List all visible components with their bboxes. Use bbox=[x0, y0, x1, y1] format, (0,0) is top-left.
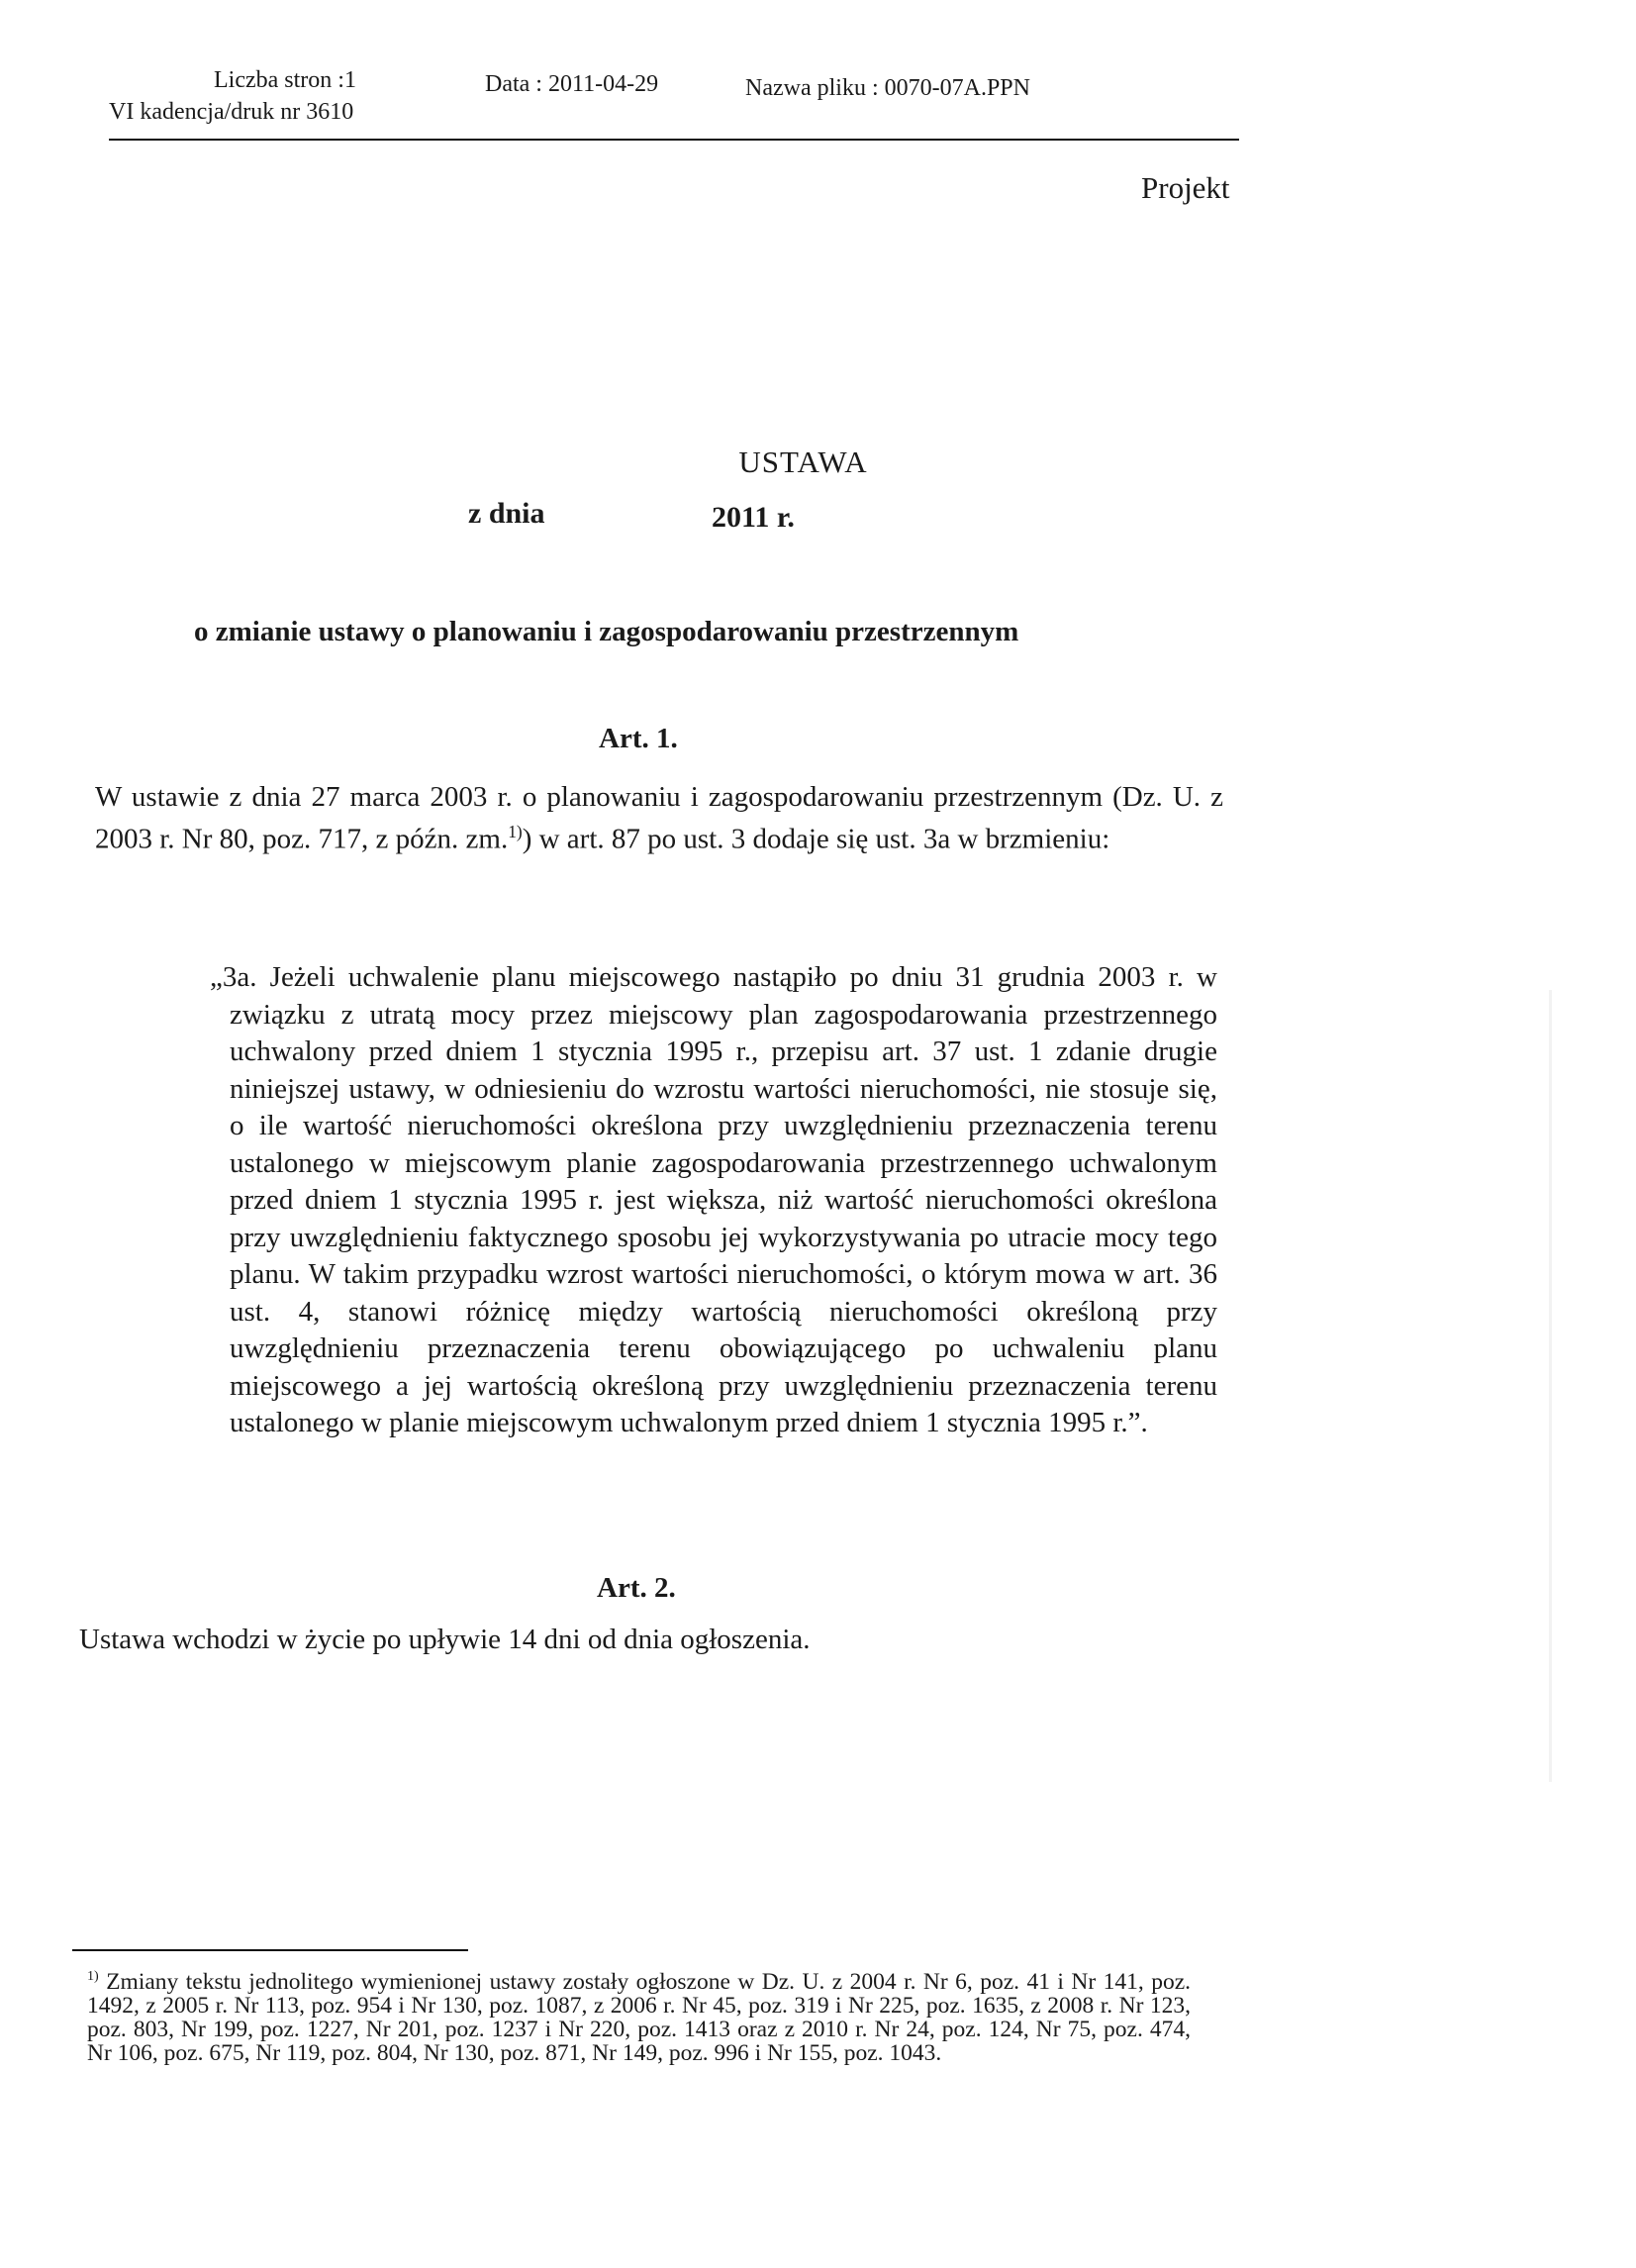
footnote-ref: 1) bbox=[508, 822, 523, 841]
project-label: Projekt bbox=[1141, 170, 1230, 205]
page-count: Liczba stron :1 bbox=[214, 67, 356, 93]
art1-intro bbox=[95, 780, 1223, 857]
year-label: 2011 r. bbox=[712, 501, 795, 534]
provision-3a-text: „3a. Jeżeli uchwalenie planu miejscowego nastąpiło po dniu 31 grudnia 2003 r. w związku z utratą mocy przez miejscowy plan zagospodarowania przestrzennego uchwalony przed dniem 1 stycznia 1995 r., przepisu art. 37 ust. 1 zdanie drugie niniejszej ustawy, w odniesieniu do wzrostu wartości nieruchomości, nie stosuje się, o ile wartość nieruchomości określona przy uwzględnieniu przeznaczenia terenu ustalonego w miejscowym planie zagospodarowania przestrzennego uchwalonym przed dniem 1 stycznia 1995 r. jest większa, niż wartość nieruchomości określona przy uwzględnieniu faktycznego sposobu jej wykorzystywania po utracie mocy tego planu. W takim przypadku wzrost wartości nieruchomości, o którym mowa w art. 36 ust. 4, stanowi różnicę między wartością nieruchomości określoną przy uwzględnieniu przeznaczenia terenu obowiązującego po uchwaleniu planu miejscowego a jej wartością określoną przy uwzględnieniu przeznaczenia terenu ustalonego w planie miejscowym uchwalonym przed dniem 1 stycznia 1995 r.”. bbox=[210, 961, 1217, 1438]
art1-heading: Art. 1. bbox=[599, 723, 678, 754]
footnote-marker: 1) bbox=[87, 1968, 99, 1984]
footnote-rule bbox=[72, 1949, 468, 1951]
art2-text: Ustawa wchodzi w życie po upływie 14 dni od dnia ogłoszenia. bbox=[79, 1624, 811, 1655]
print-number: VI kadencja/druk nr 3610 bbox=[109, 99, 354, 125]
art1-intro-text-cont: ) w art. 87 po ust. 3 dodaje się ust. 3a w brzmieniu: bbox=[522, 823, 1110, 855]
document-date: Data : 2011-04-29 bbox=[485, 71, 659, 97]
document-title: USTAWA bbox=[738, 444, 868, 479]
header-rule bbox=[109, 139, 1239, 141]
date-label: z dnia bbox=[468, 497, 545, 530]
scan-shadow bbox=[1549, 990, 1552, 1782]
file-name: Nazwa pliku : 0070-07A.PPN bbox=[745, 75, 1030, 101]
art2-heading: Art. 2. bbox=[597, 1572, 676, 1604]
document-subject: o zmianie ustawy o planowaniu i zagospodarowaniu przestrzennym bbox=[194, 616, 1019, 647]
art1-intro-text: W ustawie z dnia 27 marca 2003 r. o planowaniu i zagospodarowaniu przestrzennym (Dz. U. z 2003 r. Nr 80, poz. 717, z późn. zm. bbox=[95, 781, 1223, 855]
footnote-text: Zmiany tekstu jednolitego wymienionej ustawy zostały ogłoszone w Dz. U. z 2004 r. Nr 6, poz. 41 i Nr 141, poz. 1492, z 2005 r. Nr 113, poz. 954 i Nr 130, poz. 1087, z 2006 r. Nr 45, poz. 319 i Nr 225, poz. 1635, z 2008 r. Nr 123, poz. 803, Nr 199, poz. 1227, Nr 201, poz. 1237 i Nr 220, poz. 1413 oraz z 2010 r. Nr 24, poz. 124, Nr 75, poz. 474, Nr 106, poz. 675, Nr 119, poz. 804, Nr 130, poz. 871, Nr 149, poz. 996 i Nr 155, poz. 1043. bbox=[87, 1968, 1192, 2066]
footnote bbox=[87, 1964, 1191, 2065]
inserted-provision bbox=[210, 931, 1217, 1471]
